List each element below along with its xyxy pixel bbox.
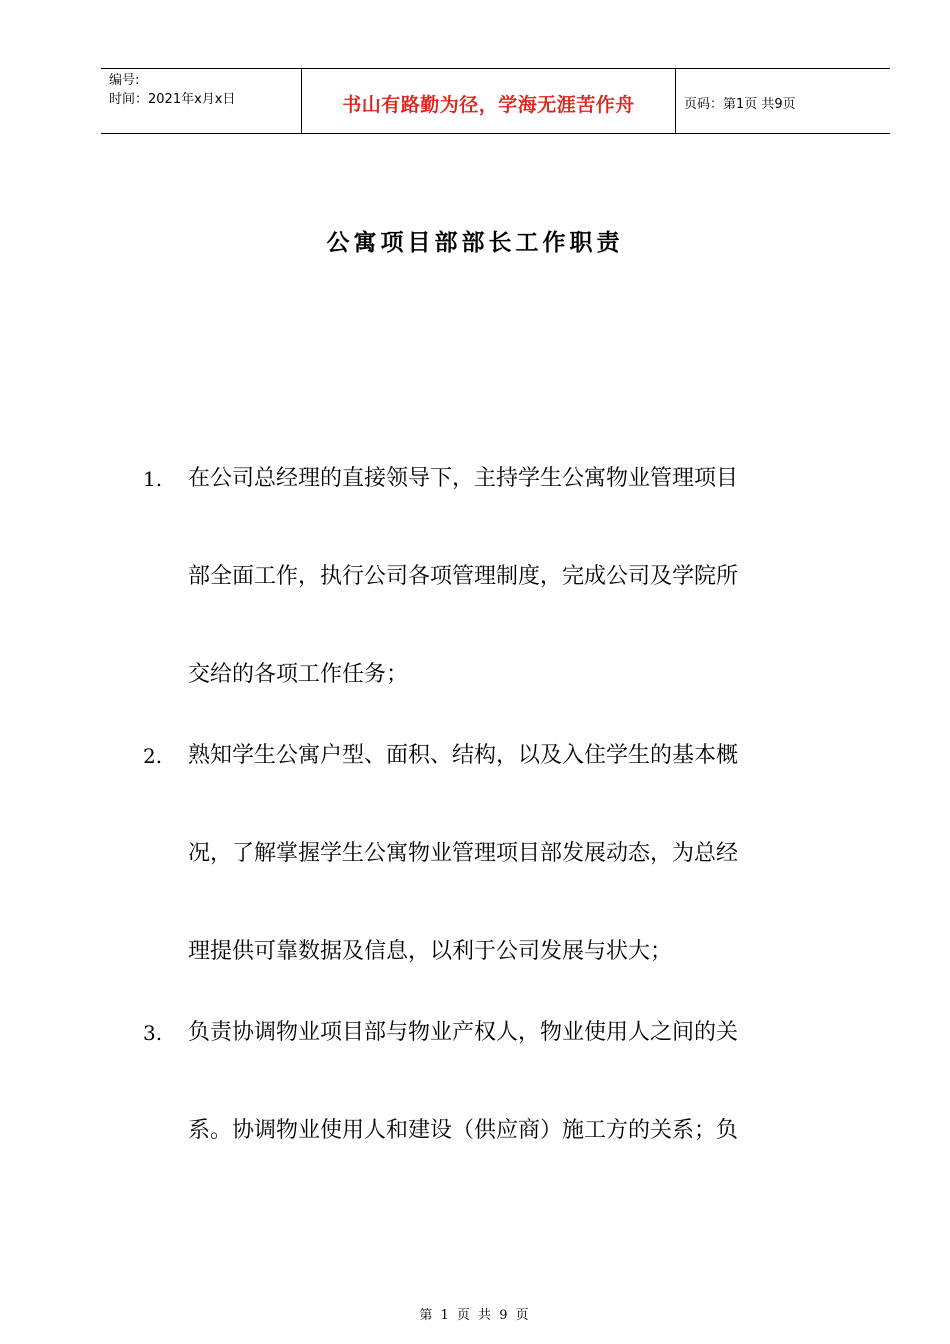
header-page-cell xyxy=(676,69,890,133)
header-page-info: 页码：第1页 共9页 xyxy=(684,96,796,112)
paragraph-line: 理提供可靠数据及信息，以利于公司发展与状大； xyxy=(188,939,673,964)
paragraph-line: 负责协调物业项目部与物业产权人，物业使用人之间的关 xyxy=(188,1020,739,1045)
page-footer: 第 1 页 共 9 页 xyxy=(419,1308,531,1323)
paragraph-line: 系。协调物业使用人和建设（供应商）施工方的关系；负 xyxy=(188,1118,739,1143)
list-item-number: 1. xyxy=(143,467,163,491)
list-item-number: 2. xyxy=(143,744,163,768)
paragraph-line: 况，了解掌握学生公寓物业管理项目部发展动态，为总经 xyxy=(188,841,739,866)
header-motto: 书山有路勤为径，学海无涯苦作舟 xyxy=(342,93,635,116)
document-number-label: 编号: xyxy=(109,73,140,88)
paragraph-line: 部全面工作，执行公司各项管理制度，完成公司及学院所 xyxy=(188,564,739,589)
paragraph-line: 在公司总经理的直接领导下，主持学生公寓物业管理项目 xyxy=(188,466,739,491)
header-meta-cell xyxy=(101,69,301,133)
list-item-number: 3. xyxy=(143,1021,163,1045)
paragraph-line: 交给的各项工作任务； xyxy=(188,662,409,687)
page-header xyxy=(101,68,890,134)
document-title: 公寓项目部部长工作职责 xyxy=(326,229,624,256)
paragraph-line: 熟知学生公寓户型、面积、结构，以及入住学生的基本概 xyxy=(188,743,739,768)
document-time-label: 时间：2021年x月x日 xyxy=(109,92,236,107)
header-motto-cell xyxy=(301,69,676,133)
